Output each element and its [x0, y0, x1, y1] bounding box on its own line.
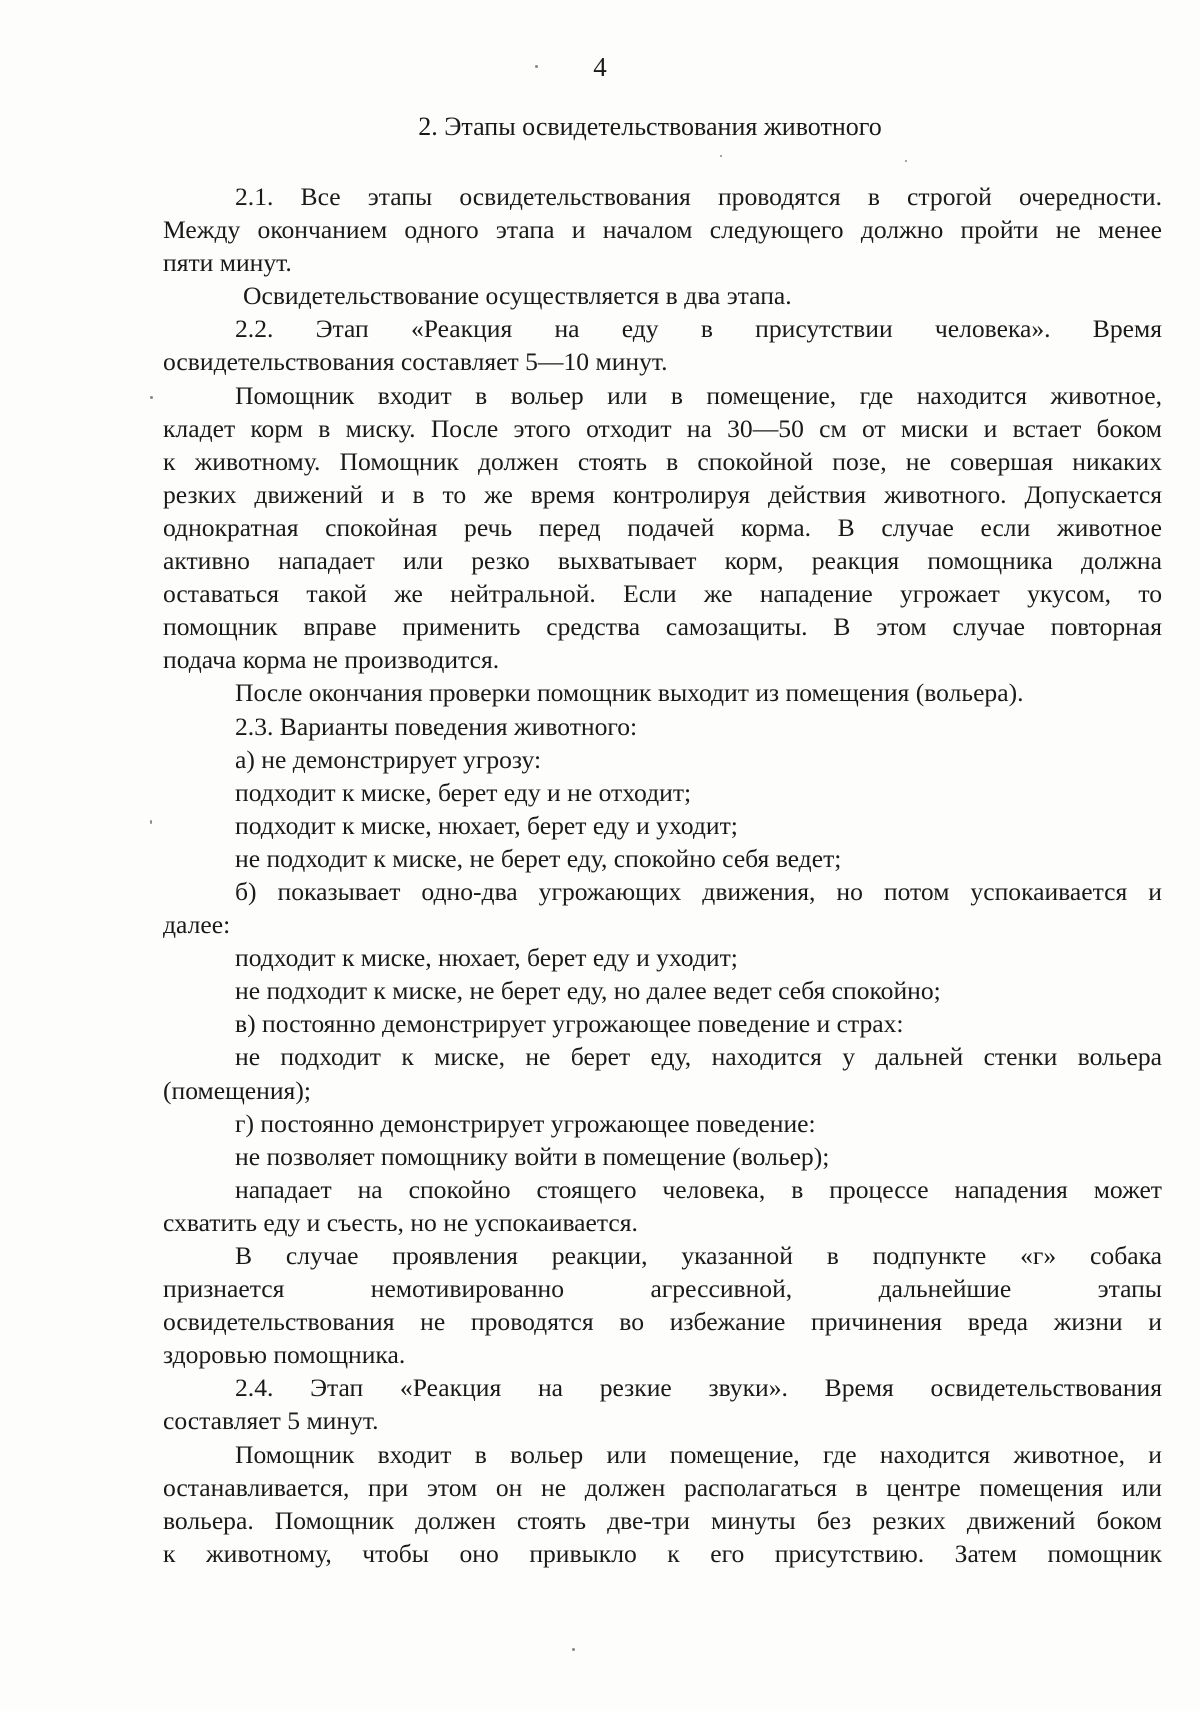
text-line: В случае проявления реакции, указанной в подпункте «г» собака: [235, 1241, 1162, 1270]
text-line: Помощник входит в вольер или в помещение, где находится животное,: [235, 380, 1162, 410]
text-line: к животному, чтобы оно привыкло к его присутствию. Затем помощник: [163, 1538, 1162, 1568]
text-line: (помещения);: [163, 1075, 311, 1105]
text-line: составляет 5 минут.: [163, 1406, 379, 1436]
scan-speck: [572, 1648, 575, 1651]
scan-speck: [905, 160, 907, 162]
text-line: б) показывает одно-два угрожающих движения, но потом успокаивается и: [235, 876, 1162, 906]
text-line: Освидетельствование осуществляется в два этапа.: [243, 281, 792, 311]
text-line: к животному. Помощник должен стоять в спокойной позе, не совершая никаких: [163, 446, 1162, 476]
body-text: [163, 180, 1162, 1570]
scan-speck: [535, 65, 538, 68]
text-line: подача корма не производится.: [163, 645, 500, 675]
text-line: 2.1. Все этапы освидетельствования проводятся в строгой очередности.: [235, 182, 1162, 211]
text-line: далее:: [163, 910, 231, 940]
page-number: 4: [593, 52, 607, 82]
text-line: 2.4. Этап «Реакция на резкие звуки». Время освидетельствования: [235, 1373, 1162, 1403]
text-line: в) постоянно демонстрирует угрожающее поведение и страх:: [235, 1009, 904, 1039]
section-title: 2. Этапы освидетельствования животного: [418, 112, 882, 141]
text-line: 2.2. Этап «Реакция на еду в присутствии человека». Время: [235, 314, 1162, 344]
text-line: останавливается, при этом он не должен располагаться в центре помещения или: [163, 1472, 1162, 1502]
text-line: не подходит к миске, не берет еду, находится у дальней стенки вольера: [235, 1042, 1162, 1072]
text-line: однократная спокойная речь перед подачей корма. В случае если животное: [163, 512, 1162, 542]
text-line: нападает на спокойно стоящего человека, в процессе нападения может: [235, 1174, 1162, 1204]
text-line: не позволяет помощнику войти в помещение (вольер);: [235, 1141, 830, 1171]
text-line: не подходит к миске, не берет еду, но далее ведет себя спокойно;: [235, 976, 941, 1006]
text-line: освидетельствования составляет 5—10 минут.: [163, 347, 668, 377]
text-line: здоровью помощника.: [163, 1340, 406, 1370]
text-line: резких движений и в то же время контролируя действия животного. Допускается: [163, 479, 1162, 509]
text-line: а) не демонстрирует угрозу:: [235, 744, 542, 774]
text-line: подходит к миске, берет еду и не отходит;: [235, 777, 692, 807]
scan-speck: [720, 155, 722, 157]
text-line: кладет корм в миску. После этого отходит на 30—50 см от миски и встает боком: [163, 413, 1162, 443]
text-line: 2.3. Варианты поведения животного:: [235, 711, 638, 741]
text-line: вольера. Помощник должен стоять две-три минуты без резких движений боком: [163, 1505, 1162, 1535]
text-line: схватить еду и съесть, но не успокаивается.: [163, 1207, 638, 1237]
text-line: подходит к миске, нюхает, берет еду и уходит;: [235, 810, 738, 840]
text-line: активно нападает или резко выхватывает корм, реакция помощника должна: [163, 546, 1162, 576]
text-line: не подходит к миске, не берет еду, спокойно себя ведет;: [235, 843, 842, 873]
text-line: освидетельствования не проводятся во избежание причинения вреда жизни и: [163, 1307, 1162, 1337]
text-line: подходит к миске, нюхает, берет еду и уходит;: [235, 943, 738, 973]
text-line: помощник вправе применить средства самозащиты. В этом случае повторная: [163, 612, 1162, 642]
text-line: пяти минут.: [163, 248, 292, 278]
text-line: оставаться такой же нейтральной. Если же нападение угрожает укусом, то: [163, 579, 1162, 609]
scan-speck: [150, 396, 153, 399]
scan-speck: [150, 820, 152, 824]
text-line: признается немотивированно агрессивной, дальнейшие этапы: [163, 1274, 1162, 1304]
text-line: Между окончанием одного этапа и началом следующего должно пройти не менее: [163, 215, 1162, 245]
text-line: После окончания проверки помощник выходит из помещения (вольера).: [235, 678, 1024, 708]
text-line: г) постоянно демонстрирует угрожающее поведение:: [235, 1108, 816, 1138]
text-line: Помощник входит в вольер или помещение, где находится животное, и: [235, 1439, 1162, 1469]
